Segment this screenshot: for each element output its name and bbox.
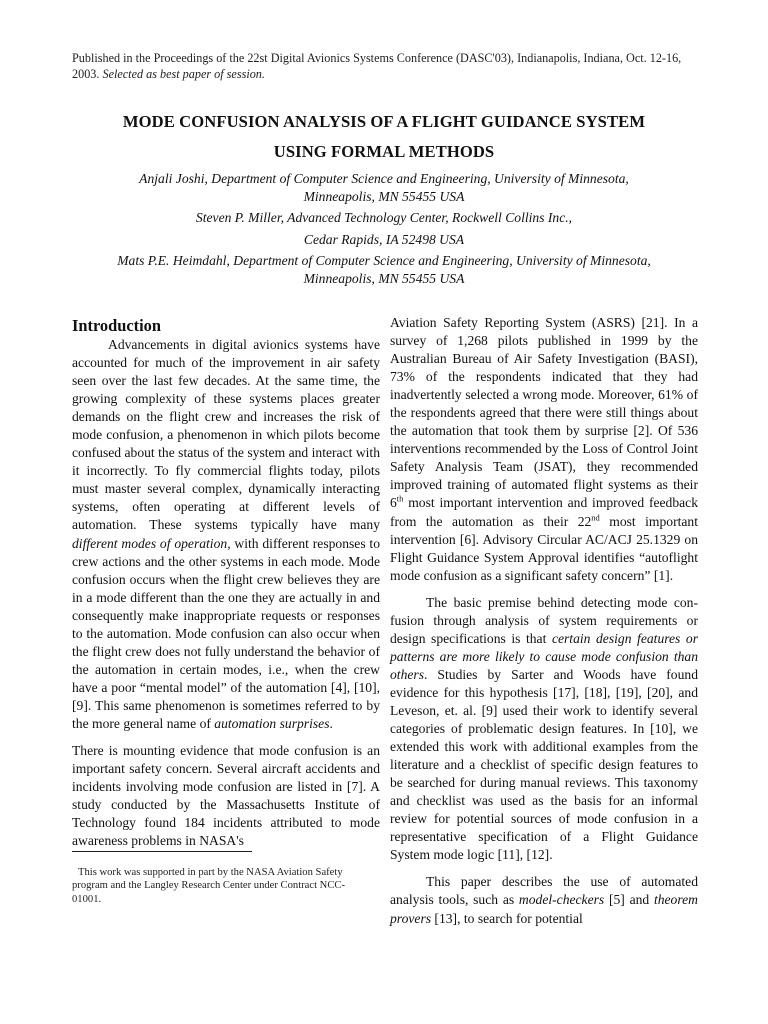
ordinal-superscript-th: th (396, 493, 404, 504)
author-block (72, 170, 696, 288)
right-p1-text-b: most important intervention and improved feedback from the automation as their 22 (390, 495, 698, 529)
section-heading-introduction: Introduction (72, 316, 161, 335)
author-1-address: Minneapolis, MN 55455 USA (303, 189, 465, 205)
author-3-affiliation: Mats P.E. Heimdahl, Department of Computer Science and Engineering, University of Minnesota, (117, 252, 651, 268)
right-p2-text-a: The basic premise behind detecting mode confusion through analysis of system requirements or design specifications is that (390, 594, 698, 646)
right-paragraph-3 (390, 873, 698, 927)
paper-title-line-1: MODE CONFUSION ANALYSIS OF A FLIGHT GUIDANCE SYSTEM (122, 112, 646, 131)
right-paragraph-1 (390, 314, 698, 585)
right-p3-text-c: [13], to search for potential (431, 910, 583, 926)
right-p3-emphasis-theorem-provers: theorem provers (390, 892, 698, 926)
publication-note (72, 50, 700, 82)
intro-p1-text-a: Advancements in digital avionics systems have accounted for much of the improvement in air safety seen over the last few decades. At the same time, the growing complexity of these systems places greater demands on the flight crew and increases the risk of mode confusion, a phenomenon in which pilots become confused about the status of the system and interact with it incorrectly. To fly commercial flights today, pilots must master several complex, dynamically interacting systems, often operating at different levels of automation. These systems typically have many (72, 337, 380, 533)
author-2-address: Cedar Rapids, IA 52498 USA (303, 231, 465, 247)
intro-paragraph-2: There is mounting evidence that mode confusion is an important safety concern. Several aircraft accidents and incidents involving mode confusion are listed in [7]. A study conducted by the Massachusetts Institute of Technology found 184 incidents attributed to mode awareness problems in NASA's (72, 743, 380, 849)
right-p1-text-c: most important intervention [6]. Advisory Circular AC/ACJ 25.1329 on Flight Guidance System Approval identifies “autoflight mode confusion as a significant safety concern” [1]. (390, 513, 698, 583)
right-p3-text-b: [5] and (604, 892, 654, 908)
author-1-affiliation: Anjali Joshi, Department of Computer Science and Engineering, University of Minnesota, (139, 171, 629, 186)
intro-paragraph-1 (72, 336, 380, 733)
right-p3-text-a: This paper describes the use of automated analysis tools, such as (390, 874, 698, 908)
right-column (390, 314, 698, 937)
right-p2-emphasis: certain design features or patterns are more likely to cause mode confusion than others (390, 630, 698, 682)
intro-p1-emphasis-modes: different modes of operation (72, 535, 228, 551)
footnote-divider (72, 851, 252, 852)
author-2-affiliation: Steven P. Miller, Advanced Technology Center, Rockwell Collins Inc., (195, 210, 573, 226)
right-p3-emphasis-model-checkers: model-checkers (518, 892, 605, 908)
right-p2-text-b: . Studies by Sarter and Woods have found evidence for this hypothesis [17], [18], [19], [20], and Leveson, et. al. [9] used their work to identify several categories of problematic design features. In [10], we extended this work with additional examples from the literature and a checklist of specific design features to be searched for during manual reviews. This taxonomy and checklist was used as the basis for an informal review for potential sources of mode confusion in a representative specification of a Flight Guidance System mode logic [11], [12]. (390, 666, 698, 863)
paper-title-line-2: USING FORMAL METHODS (273, 142, 495, 161)
intro-p1-emphasis-surprises: automation surprises (214, 715, 330, 731)
publication-note-text: Published in the Proceedings of the 22st Digital Avionics Systems Conference (DASC'03), Indianapolis, Indiana, Oct. 12-16, 2003. (72, 51, 682, 81)
footnote (72, 866, 372, 906)
author-3-address: Minneapolis, MN 55455 USA (303, 271, 465, 287)
intro-p1-text-c: . (329, 715, 333, 731)
footnote-text: This work was supported in part by the NASA Aviation Safety program and the Langley Research Center under Contract NCC-01001. (72, 867, 345, 905)
right-p1-text-a: Aviation Safety Reporting System (ASRS) [21]. In a survey of 1,268 pilots published in 1999 by the Australian Bureau of Air Safety Investigation (BASI), 73% of the respondents indicated that they had inadvertently selected a wrong mode. Moreover, 61% of the respondents agreed that there were still things about the automation that took them by surprise [2]. Of 536 interventions recommended by the Loss of Control Joint Safety Analysis Team (JSAT), they recommended improved training of automated flight systems as their 6 (390, 315, 698, 511)
ordinal-superscript-nd: nd (591, 511, 600, 522)
left-column (72, 314, 380, 859)
right-paragraph-2 (390, 594, 698, 865)
publication-note-award: Selected as best paper of session. (102, 67, 265, 81)
intro-p1-text-b: , with different responses to crew actions and the other systems in each mode. Mode confusion occurs when the flight crew believes they are in a mode different than the one they are actually in and consequently make inappropriate requests or responses to the automation. Mode confusion can also occur when the flight crew does not fully understand the behavior of the automation in certain modes, i.e., when the crew have a poor “mental model” of the automation [4], [10], [9]. This same phenomenon is sometimes referred to by the more general name of (72, 535, 381, 731)
